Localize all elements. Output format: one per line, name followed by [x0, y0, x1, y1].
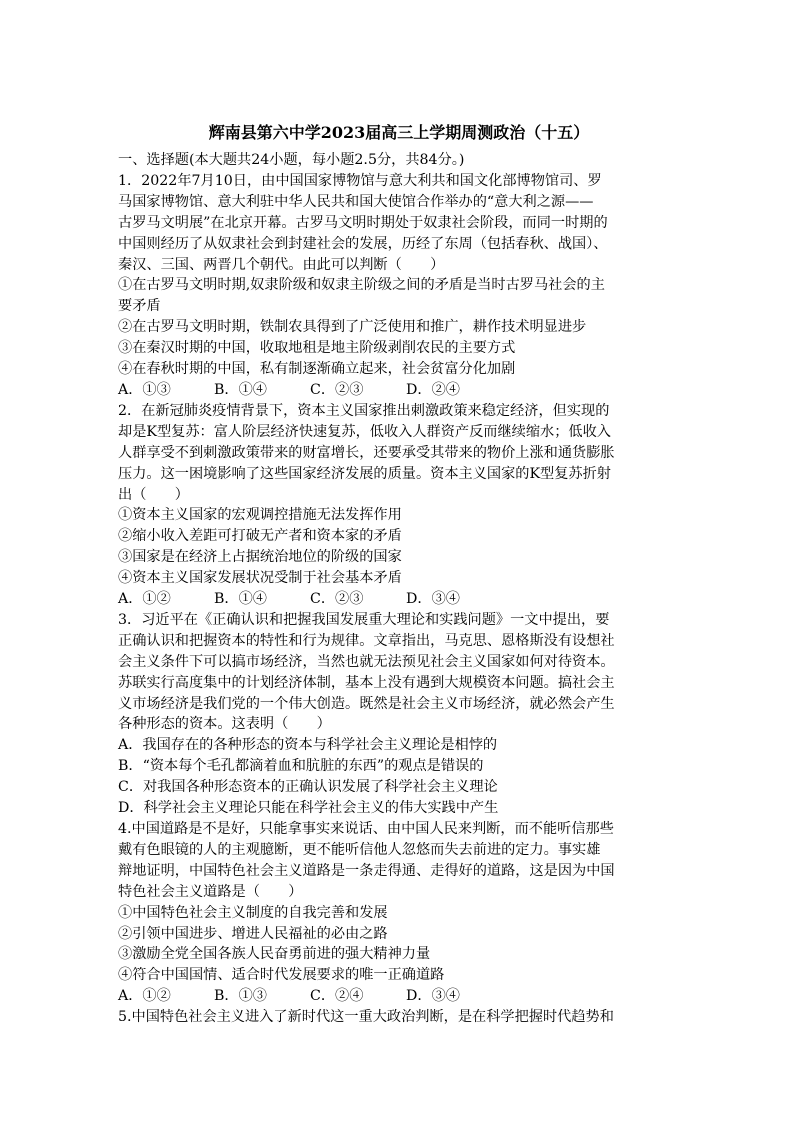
question-2: [118, 401, 680, 610]
question-5: [118, 1007, 680, 1028]
section-heading: 一、选择题(本大题共24小题，每小题2.5分，共84分。): [118, 152, 465, 168]
option-d: D．③④: [406, 988, 460, 1005]
question-stem-line: 出（ ）: [118, 486, 189, 503]
statement-line: ④符合中国国情、适合时代发展要求的唯一正确道路: [118, 967, 445, 984]
statement-line: ②在古罗马文明时期，铁制农具得到了广泛使用和推广，耕作技术明显进步: [118, 319, 587, 336]
option-c: C．②③: [310, 591, 364, 608]
question-stem-line: 中国则经历了从奴隶社会到封建社会的发展，历经了东周（包括春秋、战国）、: [118, 235, 608, 252]
answer-options: [118, 986, 680, 1007]
statement-line: ③激励全党全国各族人民奋勇前进的强大精神力量: [118, 946, 431, 963]
question-1: [118, 171, 680, 401]
question-stem-line: 人群享受不到刺激政策带来的财富增长，还要承受其带来的物价上涨和通货膨胀: [118, 444, 615, 461]
question-stem-line: 各种形态的资本。这表明（ ）: [118, 716, 331, 733]
question-stem-line: 压力。这一困境影响了这些国家经济发展的质量。资本主义国家的K型复苏折射: [118, 465, 611, 482]
option-c: C．②③: [310, 381, 364, 398]
question-stem-line: 5.中国特色社会主义进入了新时代这一重大政治判断，是在科学把握时代趋势和: [118, 1009, 614, 1026]
option-a: A．①②: [118, 988, 171, 1005]
question-stem-line: 1．2022年7月10日，由中国国家博物馆与意大利共和国文化部博物馆司、罗: [118, 172, 602, 189]
option-d: D．③④: [406, 591, 460, 608]
statement-line: ①中国特色社会主义制度的自我完善和发展: [118, 904, 388, 921]
answer-options: [118, 380, 680, 401]
option-c: C．②④: [310, 988, 364, 1005]
statement-line: ②缩小收入差距可打破无产者和资本家的矛盾: [118, 528, 402, 545]
statement-line: 要矛盾: [118, 298, 161, 315]
answer-options: [118, 589, 680, 610]
exam-content: [118, 118, 680, 1028]
choice-a: A．我国存在的各种形态的资本与科学社会主义理论是相悖的: [118, 737, 498, 754]
question-stem-line: 特色社会主义道路是（ ）: [118, 883, 303, 900]
option-d: D．②④: [406, 381, 460, 398]
choice-d: D．科学社会主义理论只能在科学社会主义的伟大实践中产生: [118, 800, 499, 817]
statement-line: ①资本主义国家的宏观调控措施无法发挥作用: [118, 507, 402, 524]
statement-line: ④在春秋时期的中国，私有制逐渐确立起来，社会贫富分化加剧: [118, 361, 516, 378]
option-a: A．①②: [118, 591, 171, 608]
question-stem-line: 秦汉、三国、两晋几个朝代。由此可以判断（ ）: [118, 256, 445, 273]
statement-line: ②引领中国进步、增进人民福祉的必由之路: [118, 925, 388, 942]
option-b: B．①③: [214, 988, 267, 1005]
statement-line: ④资本主义国家发展状况受制于社会基本矛盾: [118, 570, 402, 587]
question-4: [118, 819, 680, 1007]
choice-c: C．对我国各种形态资本的正确认识发展了科学社会主义理论: [118, 779, 498, 796]
question-stem-line: 4.中国道路是不是好，只能拿事实来说话、由中国人民来判断，而不能听信那些: [118, 821, 614, 837]
question-3: [118, 610, 680, 819]
exam-title: 辉南县第六中学2023届高三上学期周测政治（十五）: [208, 123, 590, 142]
question-stem-line: 会主义条件下可以搞市场经济，当然也就无法预见社会主义国家如何对待资本。: [118, 653, 615, 670]
question-stem-line: 戴有色眼镜的人的主观臆断，更不能听信他人忽悠而失去前进的定力。事实雄: [118, 841, 601, 858]
option-b: B．①④: [214, 591, 267, 608]
question-stem-line: 2．在新冠肺炎疫情背景下，资本主义国家推出刺激政策来稳定经济，但实现的: [118, 402, 610, 419]
question-stem-line: 3．习近平在《正确认识和把握我国发展重大理论和实践问题》一文中提出，要: [118, 611, 610, 628]
question-stem-line: 古罗马文明展”在北京开幕。古罗马文明时期处于奴隶社会阶段，而同一时期的: [118, 214, 608, 231]
option-b: B．①④: [214, 381, 267, 398]
statement-line: ③在秦汉时期的中国，收取地租是地主阶级剥削农民的主要方式: [118, 340, 516, 357]
choice-b: B．“资本每个毛孔都滴着血和肮脏的东西”的观点是错误的: [118, 758, 484, 775]
question-stem-line: 苏联实行高度集中的计划经济体制，基本上没有遇到大规模资本问题。搞社会主: [118, 674, 615, 691]
question-stem-line: 却是K型复苏：富人阶层经济快速复苏，低收入人群资产反而继续缩水；低收入: [118, 423, 611, 440]
question-stem-line: 辩地证明，中国特色社会主义道路是一条走得通、走得好的道路，这是因为中国: [118, 862, 615, 879]
question-stem-line: 义市场经济是我们党的一个伟大创造。既然是社会主义市场经济，就必然会产生: [118, 695, 615, 712]
statement-line: ①在古罗马文明时期,奴隶阶级和奴隶主阶级之间的矛盾是当时古罗马社会的主: [118, 277, 605, 294]
option-a: A．①③: [118, 381, 171, 398]
question-stem-line: 正确认识和把握资本的特性和行为规律。文章指出，马克思、恩格斯没有设想社: [118, 632, 615, 649]
question-stem-line: 马国家博物馆、意大利驻中华人民共和国大使馆合作举办的“意大利之源——: [118, 193, 594, 210]
statement-line: ③国家是在经济上占据统治地位的阶级的国家: [118, 549, 402, 566]
